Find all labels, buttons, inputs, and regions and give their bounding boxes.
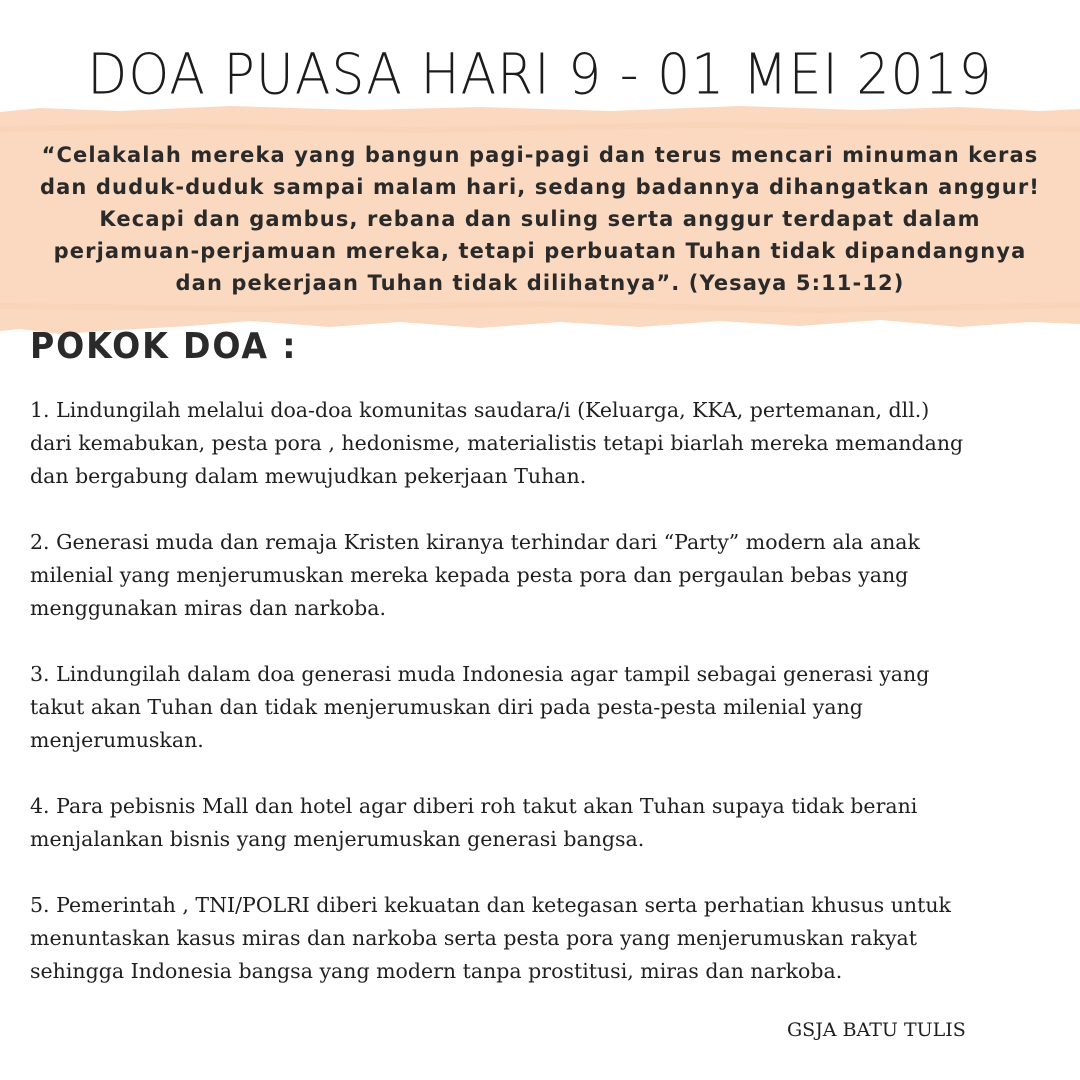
prayer-item-2	[30, 526, 1070, 625]
bible-quote	[20, 139, 1060, 299]
prayer-item-line: menjalankan bisnis yang menjerumuskan generasi bangsa.	[30, 827, 645, 851]
prayer-item-line: menjerumuskan.	[30, 728, 204, 752]
prayer-item-line: sehingga Indonesia bangsa yang modern tanpa prostitusi, miras dan narkoba.	[30, 959, 843, 983]
prayer-item-line: takut akan Tuhan dan tidak menjerumuskan diri pada pesta-pesta milenial yang	[30, 695, 863, 719]
prayer-item-line: dari kemabukan, pesta pora , hedonisme, materialistis tetapi biarlah mereka memandang	[30, 431, 964, 455]
prayer-item-line: menuntaskan kasus miras dan narkoba serta pesta pora yang menjerumuskan rakyat	[30, 926, 917, 950]
page-title: DOA PUASA HARI 9 - 01 MEI 2019	[87, 42, 993, 108]
church-signature: GSJA BATU TULIS	[787, 1019, 966, 1041]
quote-line: dan duduk-duduk sampai malam hari, sedang badannya dihangatkan anggur!	[40, 175, 1040, 199]
quote-line: “Celakalah mereka yang bangun pagi-pagi dan terus mencari minuman keras	[41, 143, 1039, 167]
prayer-item-4	[30, 790, 1070, 856]
prayer-item-line: 2. Generasi muda dan remaja Kristen kiranya terhindar dari “Party” modern ala anak	[30, 530, 920, 554]
prayer-item-5	[30, 889, 1070, 988]
prayer-item-line: milenial yang menjerumuskan mereka kepada pesta pora dan pergaulan bebas yang	[30, 563, 909, 587]
section-heading: POKOK DOA :	[30, 326, 298, 367]
prayer-item-line: 4. Para pebisnis Mall dan hotel agar diberi roh takut akan Tuhan supaya tidak berani	[30, 794, 918, 818]
prayer-list	[30, 394, 1070, 1021]
quote-line: Kecapi dan gambus, rebana dan suling serta anggur terdapat dalam	[99, 207, 981, 231]
quote-line: dan pekerjaan Tuhan tidak dilihatnya”. (Yesaya 5:11-12)	[175, 271, 905, 295]
quote-line: perjamuan-perjamuan mereka, tetapi perbuatan Tuhan tidak dipandangnya	[53, 239, 1027, 263]
prayer-item-line: dan bergabung dalam mewujudkan pekerjaan Tuhan.	[30, 464, 587, 488]
prayer-item-line: menggunakan miras dan narkoba.	[30, 596, 386, 620]
prayer-item-line: 3. Lindungilah dalam doa generasi muda Indonesia agar tampil sebagai generasi yang	[30, 662, 930, 686]
prayer-item-line: 5. Pemerintah , TNI/POLRI diberi kekuatan dan ketegasan serta perhatian khusus untuk	[30, 893, 951, 917]
prayer-item-1	[30, 394, 1070, 493]
prayer-item-line: 1. Lindungilah melalui doa-doa komunitas saudara/i (Keluarga, KKA, pertemanan, dll.)	[30, 398, 930, 422]
prayer-item-3	[30, 658, 1070, 757]
